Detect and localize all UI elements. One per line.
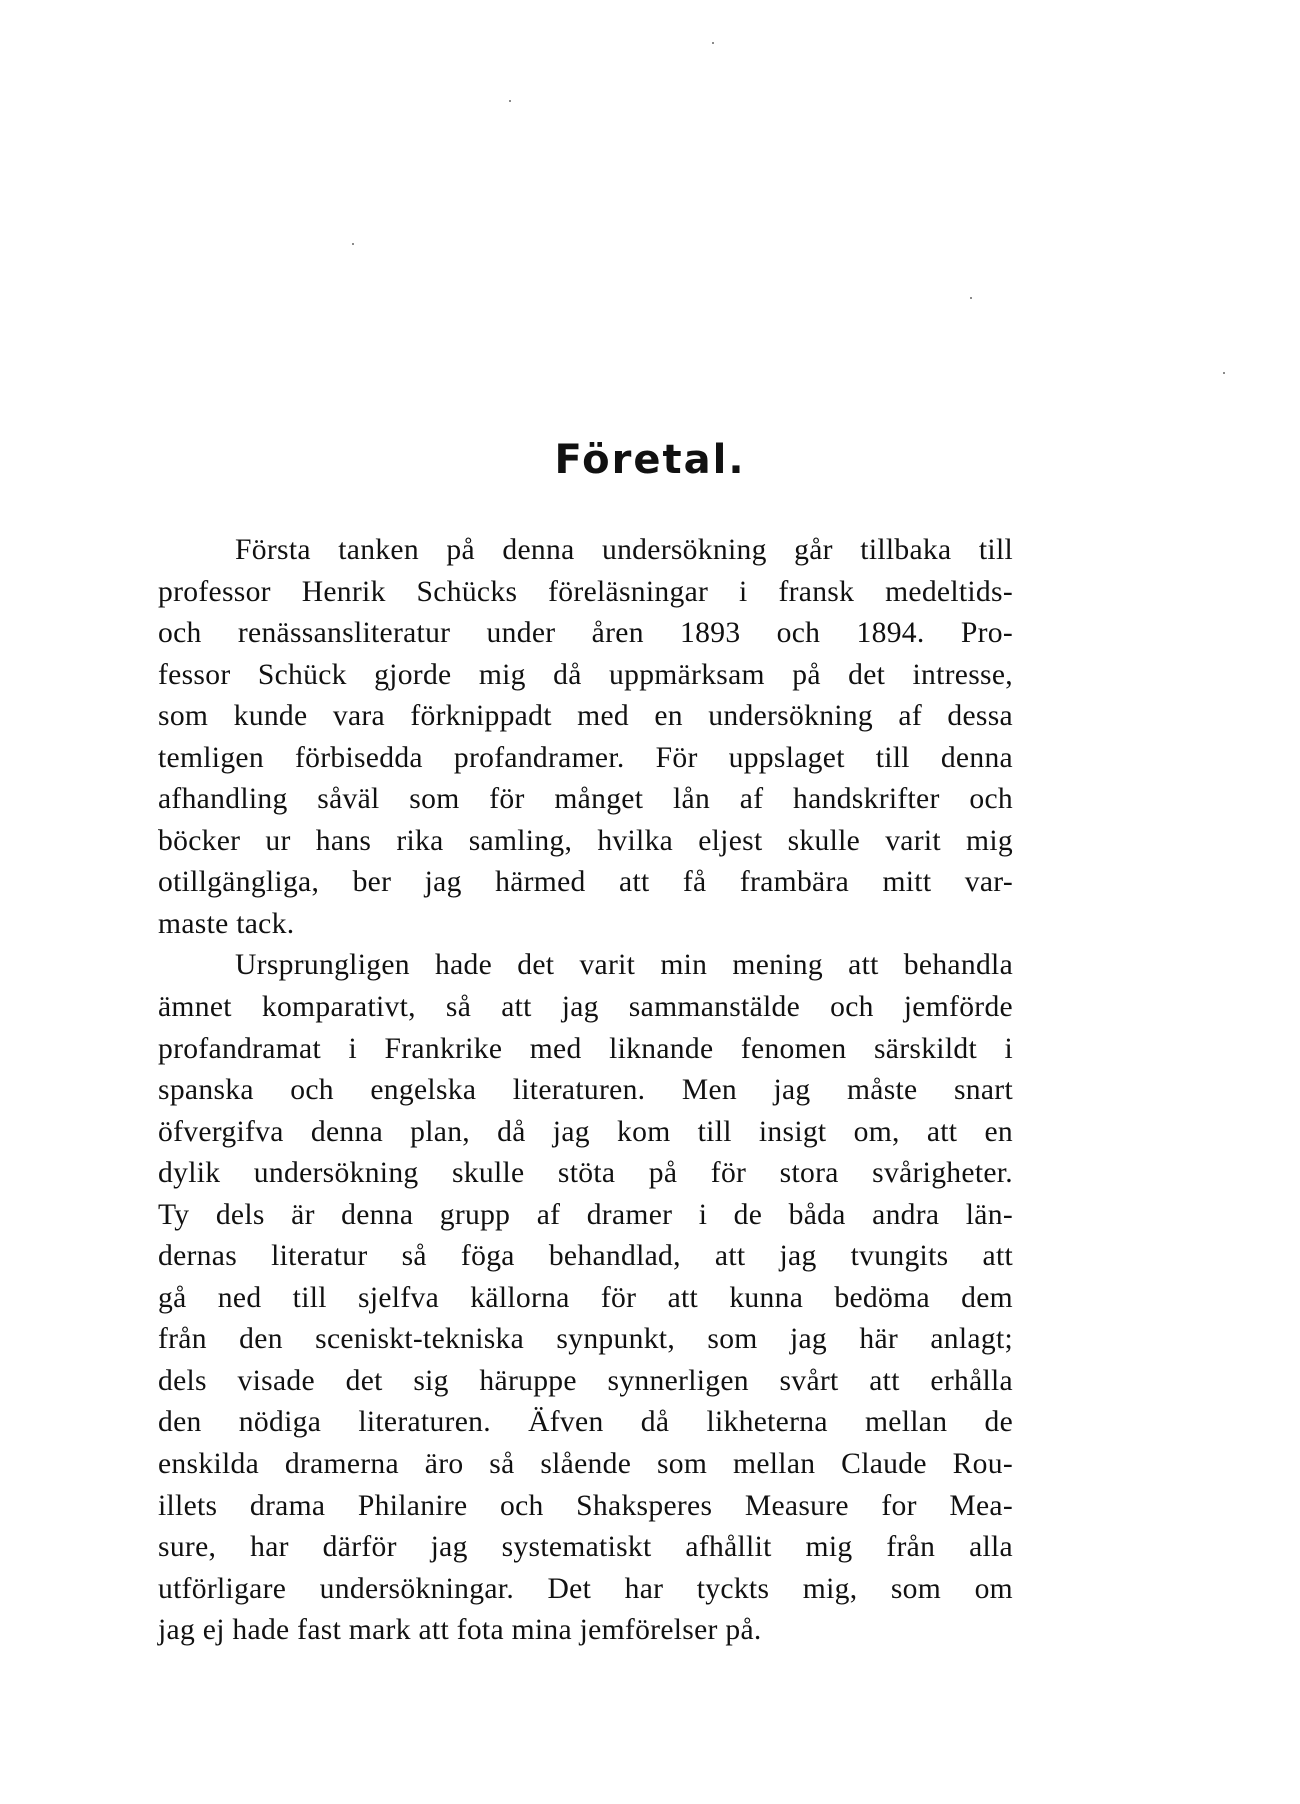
text-line: fessor Schück gjorde mig då uppmärksam på det intresse,	[158, 658, 1013, 691]
text-line: Ursprungligen hade det varit min mening att behandla	[235, 949, 1013, 982]
text-line: temligen förbisedda profandramer. För uppslaget till denna	[158, 741, 1013, 774]
text-line: afhandling såväl som för månget lån af handskrifter och	[158, 783, 1013, 816]
body-text	[158, 530, 1013, 1652]
text-line: professor Henrik Schücks föreläsningar i fransk medeltids-	[158, 575, 1013, 608]
scan-speck	[970, 297, 972, 299]
page-heading: Företal.	[554, 437, 746, 483]
text-line: spanska och engelska literaturen. Men jag måste snart	[158, 1074, 1013, 1107]
scan-speck	[712, 42, 714, 44]
text-line: otillgängliga, ber jag härmed att få frambära mitt var-	[158, 866, 1013, 899]
text-line: utförligare undersökningar. Det har tyckts mig, som om	[158, 1572, 1013, 1605]
text-line: dernas literatur så föga behandlad, att jag tvungits att	[158, 1240, 1013, 1273]
text-line: jag ej hade fast mark att fota mina jemförelser på.	[158, 1614, 762, 1647]
text-line: ämnet komparativt, så att jag sammanstälde och jemförde	[158, 991, 1013, 1024]
paragraph-1	[158, 530, 1013, 945]
text-line: profandramat i Frankrike med liknande fenomen särskildt i	[158, 1032, 1013, 1065]
scan-speck	[352, 243, 354, 245]
text-line: böcker ur hans rika samling, hvilka eljest skulle varit mig	[158, 824, 1013, 857]
paragraph-2	[158, 945, 1013, 1651]
text-line: gå ned till sjelfva källorna för att kunna bedöma dem	[158, 1281, 1013, 1314]
text-line: från den sceniskt-tekniska synpunkt, som jag här anlagt;	[158, 1323, 1013, 1356]
text-line: öfvergifva denna plan, då jag kom till insigt om, att en	[158, 1115, 1013, 1148]
text-line: som kunde vara förknippadt med en undersökning af dessa	[158, 700, 1013, 733]
text-line: och renässansliteratur under åren 1893 och 1894. Pro-	[158, 617, 1013, 650]
text-line: Ty dels är denna grupp af dramer i de båda andra län-	[158, 1198, 1013, 1231]
text-line: dylik undersökning skulle stöta på för stora svårigheter.	[158, 1157, 1013, 1190]
scan-speck	[1223, 372, 1225, 374]
text-line: sure, har därför jag systematiskt afhållit mig från alla	[158, 1531, 1013, 1564]
text-line: maste tack.	[158, 907, 295, 940]
text-line: enskilda dramerna äro så slående som mellan Claude Rou-	[158, 1448, 1013, 1481]
text-line: dels visade det sig häruppe synnerligen svårt att erhålla	[158, 1364, 1013, 1397]
scan-speck	[509, 100, 511, 102]
text-line: den nödiga literaturen. Äfven då likheterna mellan de	[158, 1406, 1013, 1439]
text-line: illets drama Philanire och Shaksperes Measure for Mea-	[158, 1489, 1013, 1522]
text-line: Första tanken på denna undersökning går tillbaka till	[235, 534, 1013, 566]
